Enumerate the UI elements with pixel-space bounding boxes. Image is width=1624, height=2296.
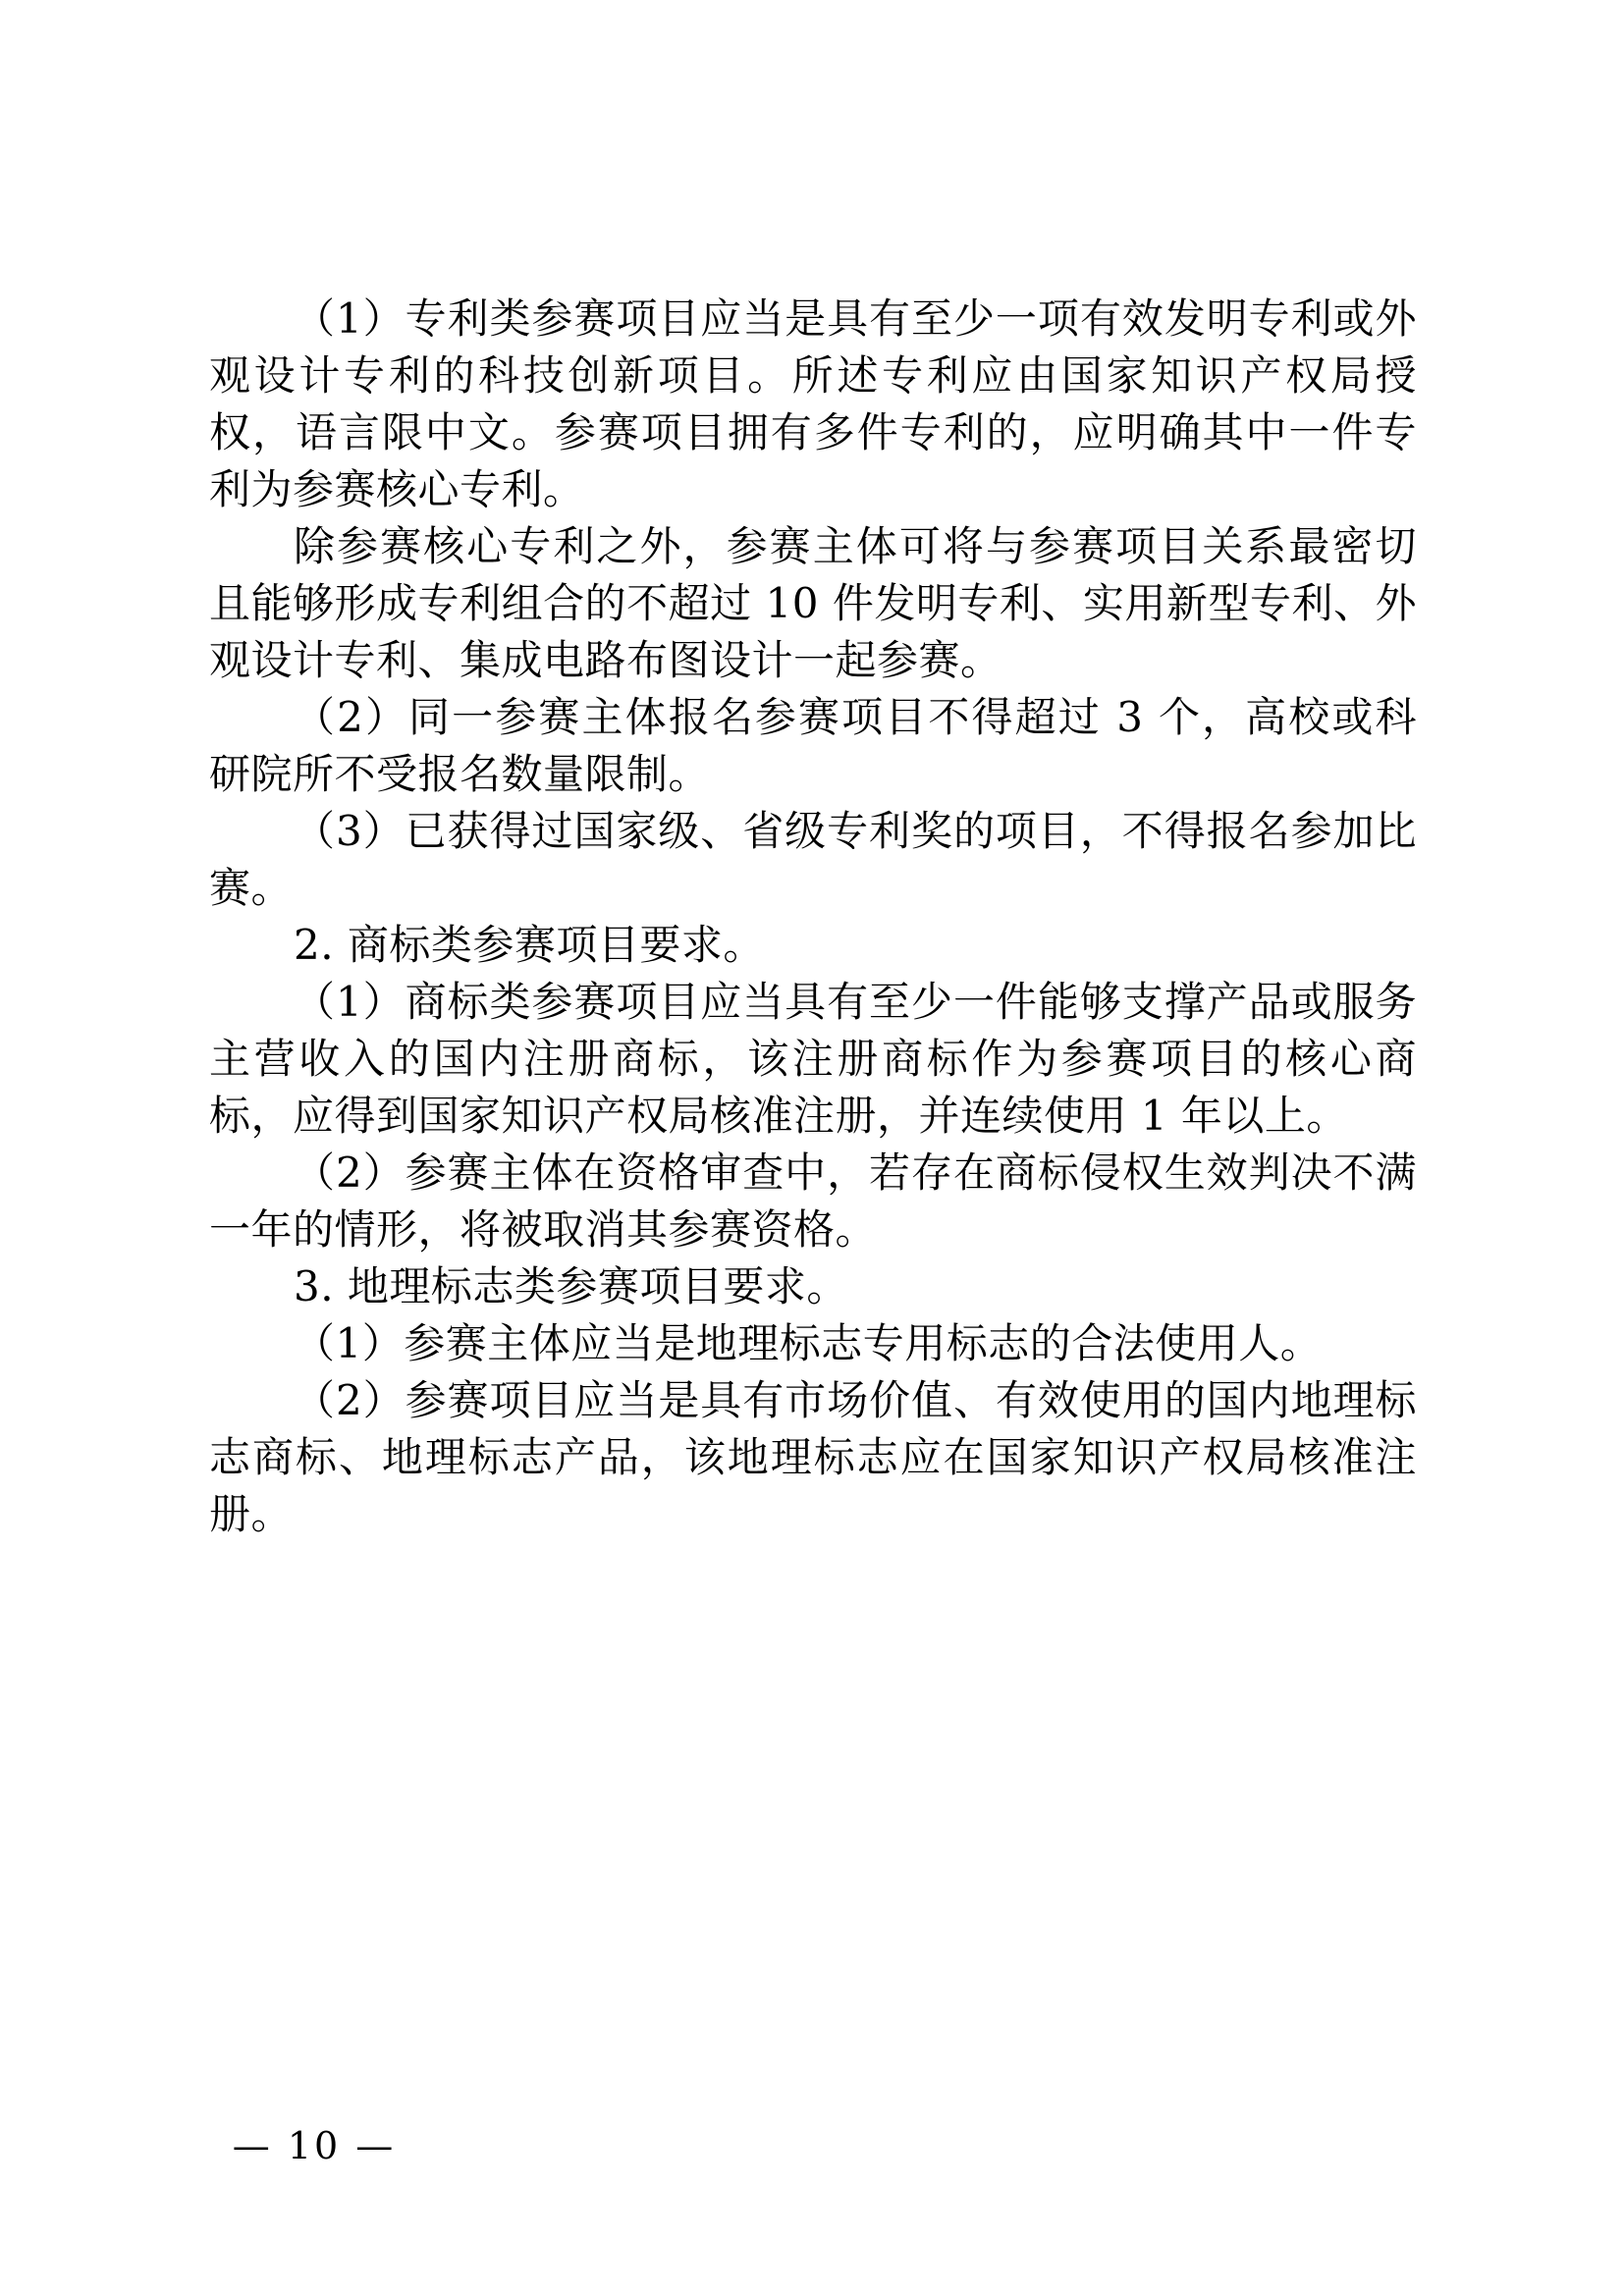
heading-section-2-trademark: 2. 商标类参赛项目要求。: [294, 921, 765, 969]
paragraph-trademark-requirement-2: （2）参赛主体在资格审查中，若存在商标侵权生效判决不满一年的情形，将被取消其参赛资格。: [209, 1148, 1417, 1254]
paragraph-patent-requirement-3: （3）已获得过国家级、省级专利奖的项目，不得报名参加比赛。: [209, 807, 1417, 912]
heading-section-3-geographical-indication: 3. 地理标志类参赛项目要求。: [294, 1262, 848, 1310]
paragraph-patent-requirement-2: （2）同一参赛主体报名参赛项目不得超过 3 个，高校或科研院所不受报名数量限制。: [209, 693, 1417, 798]
document-body: [209, 291, 1417, 1543]
paragraph-gi-requirement-2: （2）参赛项目应当是具有市场价值、有效使用的国内地理标志商标、地理标志产品，该地理标志应在国家知识产权局核准注册。: [209, 1376, 1417, 1538]
paragraph-trademark-requirement-1: （1）商标类参赛项目应当具有至少一件能够支撑产品或服务主营收入的国内注册商标，该注册商标作为参赛项目的核心商标，应得到国家知识产权局核准注册，并连续使用 1 年以上。: [209, 978, 1417, 1140]
paragraph-patent-requirement-1-continued: 除参赛核心专利之外，参赛主体可将与参赛项目关系最密切且能够形成专利组合的不超过 10 件发明专利、实用新型专利、外观设计专利、集成电路布图设计一起参赛。: [209, 522, 1417, 684]
page-number-footer: — 10 —: [232, 2124, 397, 2167]
paragraph-gi-requirement-1: （1）参赛主体应当是地理标志专用标志的合法使用人。: [294, 1319, 1323, 1367]
paragraph-patent-requirement-1: （1）专利类参赛项目应当是具有至少一项有效发明专利或外观设计专利的科技创新项目。所述专利应由国家知识产权局授权，语言限中文。参赛项目拥有多件专利的，应明确其中一件专利为参赛核心专利。: [209, 294, 1417, 513]
